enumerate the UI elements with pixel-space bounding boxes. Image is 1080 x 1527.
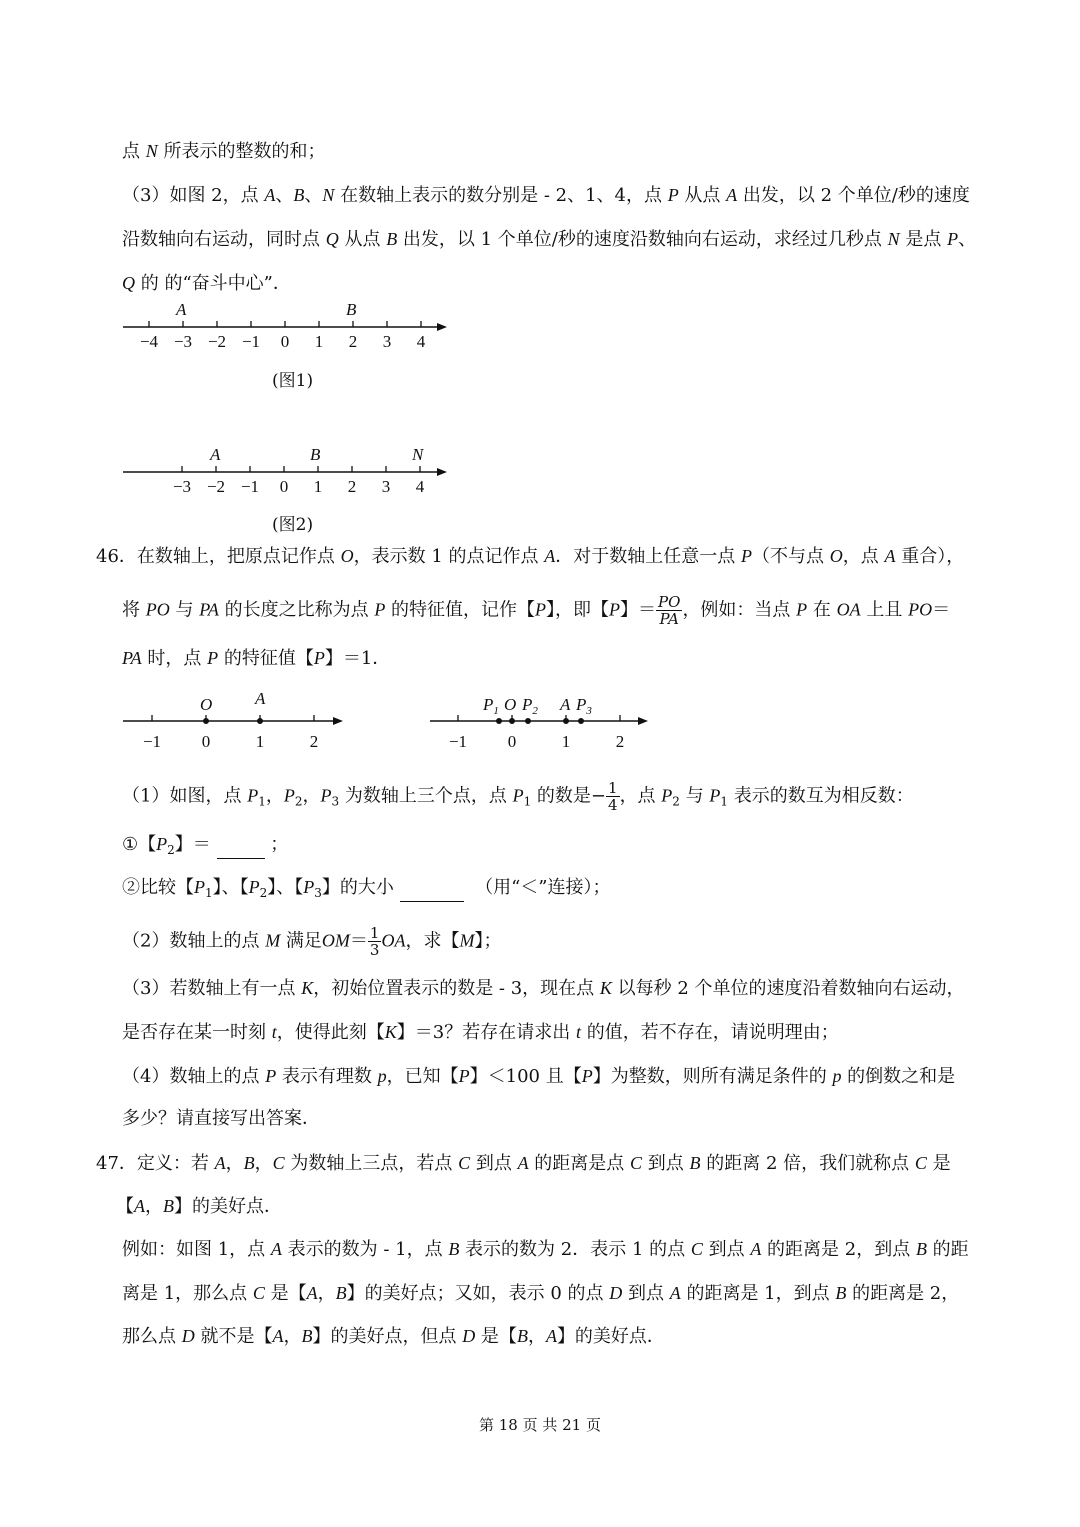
tick-label: 0 (280, 332, 290, 351)
tick-label: −4 (139, 332, 159, 351)
tick-label: 4 (416, 332, 426, 351)
tick-label: 4 (415, 477, 425, 496)
tick-label: 0 (279, 477, 289, 496)
tick-label: 2 (348, 332, 358, 351)
point-N-label: N (412, 445, 424, 464)
fraction-one-third: $\frac{1}{3}$ (369, 924, 380, 959)
point-A-label: A (210, 445, 221, 464)
answer-blank[interactable] (400, 875, 464, 902)
point-O (203, 718, 209, 724)
tick-label: 1 (561, 732, 571, 751)
tick-label: 2 (309, 732, 319, 751)
tick-label: 1 (313, 477, 323, 496)
fraction-one-quarter: $\frac{1}{4}$ (608, 779, 618, 814)
point-P2-label: $P_2$ (522, 695, 538, 717)
point-P1-label: $P_1$ (483, 695, 499, 717)
tick-label: −1 (241, 332, 261, 351)
tick-label: −1 (142, 732, 162, 751)
tick-label: 0 (201, 732, 211, 751)
page-footer: 第 18 页 共 21 页 (478, 1416, 601, 1434)
point-P2 (525, 718, 531, 724)
point-B-label: B (310, 445, 321, 464)
figure1-number-line (115, 295, 460, 360)
tick-label: −1 (240, 477, 260, 496)
tick-label: 0 (507, 732, 517, 751)
point-O (509, 718, 515, 724)
point-O-label: O (504, 695, 517, 714)
tick-label: 1 (314, 332, 324, 351)
answer-blank[interactable] (217, 832, 265, 859)
figure2-caption: (图2) (272, 515, 314, 535)
point-A (563, 718, 569, 724)
tick-label: 2 (615, 732, 625, 751)
point-P1 (496, 718, 502, 724)
tick-label: −2 (206, 477, 226, 496)
p46-number-line-right (420, 685, 660, 755)
tick-label: −3 (173, 332, 193, 351)
tick-label: 3 (381, 477, 391, 496)
fraction-po-pa: $\frac{PO}{PA}$ (658, 593, 681, 628)
point-A (257, 718, 263, 724)
point-A-label: A (560, 695, 571, 714)
point-A-label: A (255, 689, 266, 708)
tick-label: −2 (207, 332, 227, 351)
tick-label: 2 (347, 477, 357, 496)
tick-label: −3 (172, 477, 192, 496)
tick-label: 3 (382, 332, 392, 351)
tick-label: 1 (255, 732, 265, 751)
point-P3 (578, 718, 584, 724)
figure2-number-line (115, 440, 460, 505)
point-P3-label: $P_3$ (576, 695, 592, 717)
tick-label: −1 (448, 732, 468, 751)
figure1-caption: (图1) (272, 371, 314, 391)
point-B-label: B (346, 300, 357, 319)
point-O-label: O (200, 695, 213, 714)
point-A-label: A (176, 300, 187, 319)
p46-number-line-left (115, 685, 355, 755)
